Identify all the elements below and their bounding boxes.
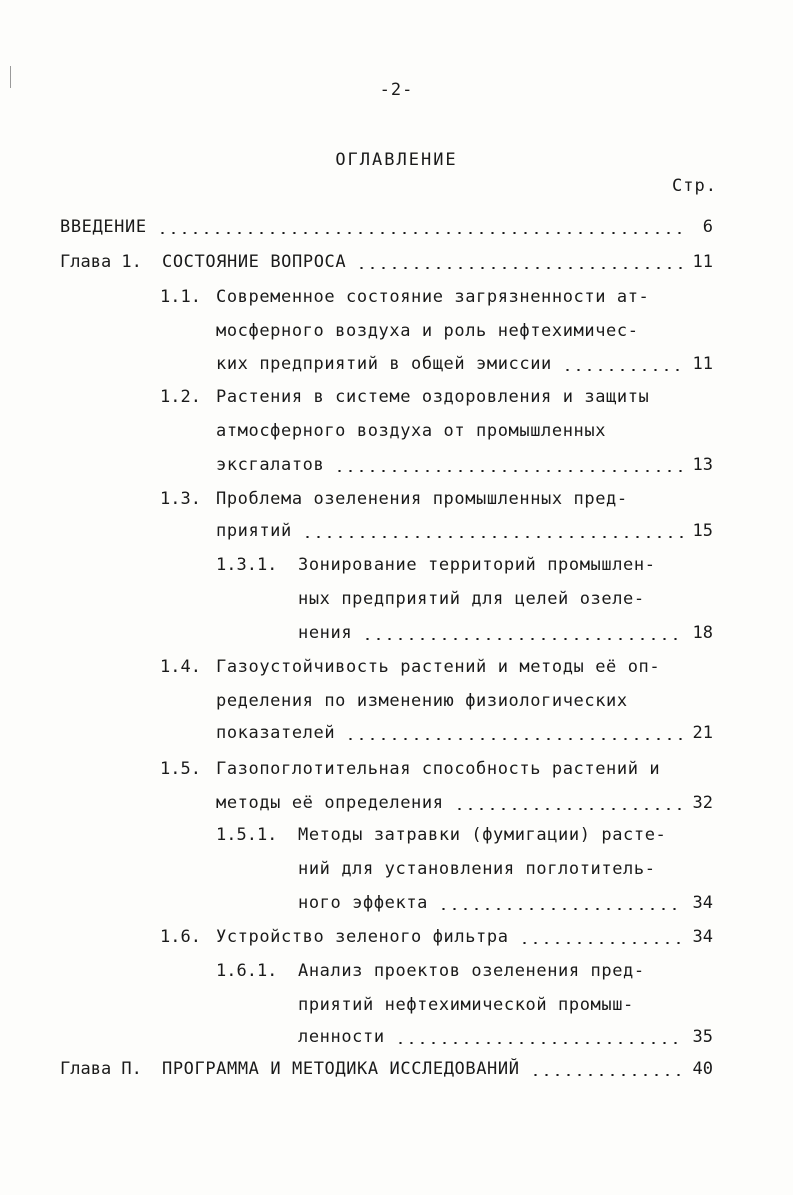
toc-entry-1-3-last [0, 518, 793, 544]
toc-entry-1-2 [0, 384, 793, 410]
dot-leader [334, 470, 683, 472]
toc-entry-page: 34 [692, 927, 713, 947]
toc-entry-title-line: методы её определения [216, 793, 444, 813]
toc-entry-number: 1.2. [160, 387, 201, 407]
page-number: -2- [379, 80, 414, 100]
toc-entry-title: ВВЕДЕНИЕ [60, 217, 147, 237]
toc-entry-title-line: Современное состояние загрязненности ат- [216, 287, 650, 307]
toc-entry-1-5-last [0, 790, 793, 816]
toc-entry-number: 1.3.1. [216, 555, 278, 575]
dot-leader [454, 808, 683, 810]
toc-entry-title-line: приятий [216, 521, 292, 541]
toc-entry-1-4-cont [0, 688, 793, 714]
toc-entry-title-line: ких предприятий в общей эмиссии [216, 354, 552, 374]
toc-entry-1-3-1 [0, 552, 793, 578]
toc-entry-1-3 [0, 486, 793, 512]
toc-entry-page: 11 [692, 354, 713, 374]
toc-entry-number: Глава П. [60, 1059, 142, 1079]
toc-entry-page: 21 [692, 723, 713, 743]
page-column-label: Стр. [672, 176, 717, 196]
toc-entry-1-5-1 [0, 822, 793, 848]
toc-entry-title-row [216, 452, 683, 478]
toc-entry-title-line: нения [298, 623, 353, 643]
dot-leader [519, 942, 683, 944]
toc-entry-title-line: ленности [298, 1027, 385, 1047]
toc-entry-title-line: Растения в системе оздоровления и защиты [216, 387, 650, 407]
toc-entry-1-1 [0, 284, 793, 310]
toc-entry-1-2-last [0, 452, 793, 478]
toc-entry-chapter-1 [0, 249, 793, 275]
toc-entry-title-row [216, 790, 683, 816]
toc-entry-title-row [162, 249, 683, 275]
toc-entry-page: 18 [692, 623, 713, 643]
toc-entry-title-line: ний для установления поглотитель- [298, 859, 656, 879]
toc-entry-1-5-1-cont [0, 856, 793, 882]
toc-entry-1-1-cont [0, 318, 793, 344]
toc-entry-1-6-1 [0, 958, 793, 984]
toc-entry-page: 15 [692, 521, 713, 541]
toc-entry-title-line: Зонирование территорий промышлен- [298, 555, 656, 575]
toc-entry-page: 13 [692, 455, 713, 475]
toc-entry-title-line: Газопоглотительная способность растений и [216, 759, 661, 779]
toc-entry-title-line: Проблема озеленения промышленных пред- [216, 489, 628, 509]
toc-entry-page: 34 [692, 893, 713, 913]
toc-entry-1-4-last [0, 720, 793, 746]
toc-entry-title-row [298, 890, 683, 916]
dot-leader [362, 638, 683, 640]
dot-leader [438, 908, 683, 910]
toc-entry-title-line: Методы затравки (фумигации) расте- [298, 825, 667, 845]
toc-entry-title: СОСТОЯНИЕ ВОПРОСА [162, 252, 347, 272]
toc-entry-number: 1.5.1. [216, 825, 278, 845]
dot-leader [157, 232, 683, 234]
toc-title: ОГЛАВЛЕНИЕ [335, 150, 458, 170]
toc-entry-title-line: ных предприятий для целей озеле- [298, 589, 645, 609]
toc-entry-page: 11 [692, 252, 713, 272]
toc-entry-title-row [216, 351, 683, 377]
toc-entry-title: ПРОГРАММА И МЕТОДИКА ИССЛЕДОВАНИЙ [162, 1059, 520, 1079]
toc-entry-title-line: приятий нефтехимической промыш- [298, 995, 634, 1015]
toc-entry-1-5 [0, 756, 793, 782]
toc-entry-page: 6 [702, 217, 713, 237]
toc-entry-1-6-1-cont [0, 992, 793, 1018]
toc-entry-1-6 [0, 924, 793, 950]
toc-entry-title-line: мосферного воздуха и роль нефтехимичес- [216, 321, 639, 341]
toc-entry-1-4 [0, 654, 793, 680]
toc-entry-title-line: Газоустойчивость растений и методы её оп- [216, 657, 661, 677]
toc-entry-title-row [216, 518, 683, 544]
toc-entry-number: 1.6. [160, 927, 201, 947]
toc-entry-1-6-1-last [0, 1024, 793, 1050]
dot-leader [356, 267, 683, 269]
toc-entry-1-5-1-last [0, 890, 793, 916]
dot-leader [395, 1042, 683, 1044]
toc-entry-title-line: ределения по изменению физиологических [216, 691, 628, 711]
toc-entry-number: Глава 1. [60, 252, 142, 272]
toc-entry-title-row [298, 620, 683, 646]
toc-entry-title-line: ного эффекта [298, 893, 429, 913]
toc-entry-number: 1.1. [160, 287, 201, 307]
toc-entry-title-row [60, 214, 683, 240]
toc-entry-title-line: эксгалатов [216, 455, 325, 475]
toc-entry-title-line: Анализ проектов озеленения пред- [298, 961, 645, 981]
dot-leader [345, 738, 683, 740]
toc-entry-number: 1.6.1. [216, 961, 278, 981]
dot-leader [562, 369, 683, 371]
toc-entry-number: 1.4. [160, 657, 201, 677]
toc-entry-1-3-1-cont [0, 586, 793, 612]
toc-entry-title-row [298, 1024, 683, 1050]
dot-leader [530, 1074, 683, 1076]
toc-entry-page: 32 [692, 793, 713, 813]
toc-entry-introduction [0, 214, 793, 240]
dot-leader [302, 536, 683, 538]
toc-entry-1-1-last [0, 351, 793, 377]
toc-entry-title-row [216, 924, 683, 950]
toc-entry-page: 40 [692, 1059, 713, 1079]
toc-entry-page: 35 [692, 1027, 713, 1047]
toc-entry-title-line: Устройство зеленого фильтра [216, 927, 509, 947]
toc-entry-title-row [216, 720, 683, 746]
toc-entry-title-line: атмосферного воздуха от промышленных [216, 421, 607, 441]
toc-entry-title-row [162, 1056, 683, 1082]
toc-entry-1-3-1-last [0, 620, 793, 646]
toc-entry-number: 1.5. [160, 759, 201, 779]
toc-entry-1-2-cont [0, 418, 793, 444]
toc-entry-title-line: показателей [216, 723, 336, 743]
toc-entry-chapter-2 [0, 1056, 793, 1082]
toc-entry-number: 1.3. [160, 489, 201, 509]
